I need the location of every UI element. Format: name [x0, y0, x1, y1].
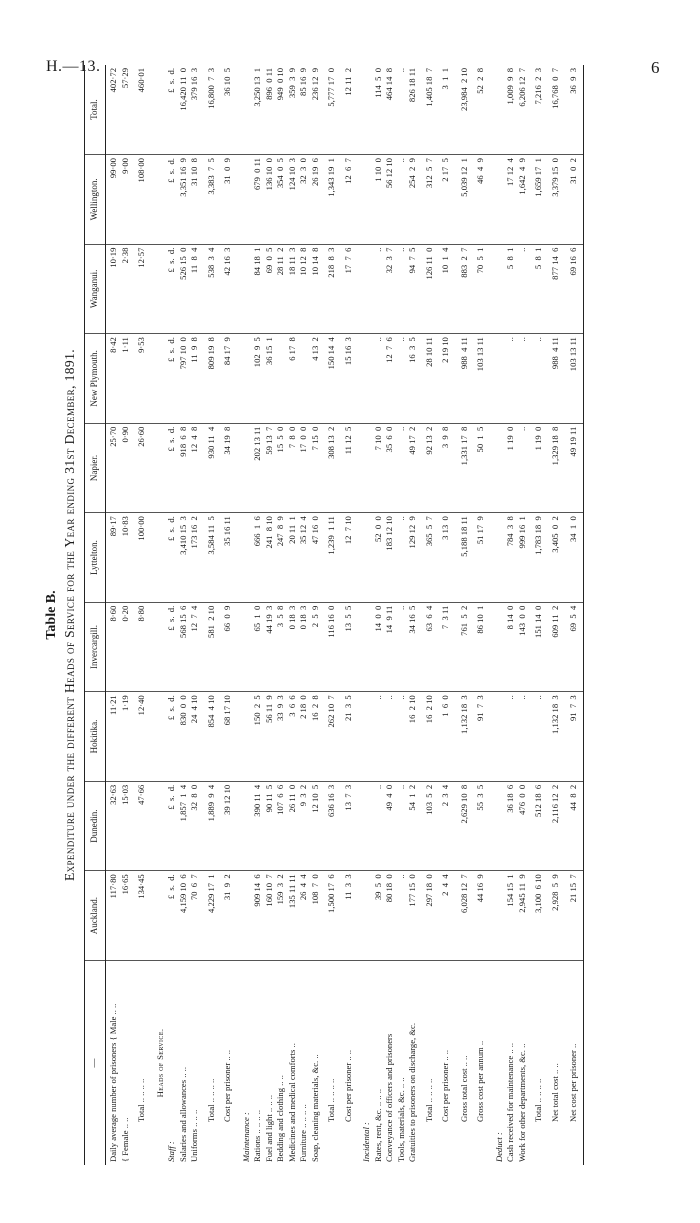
table-row [438, 65, 457, 1165]
value-cell: 52 2 8 [473, 65, 492, 155]
value-cell: 26·60 [134, 423, 153, 513]
value-cell: 390 11 4 90 11 5 107 6 6 26 11 0 9 3 2 12 10 5 [239, 781, 325, 871]
value-cell: 809 19 8 [204, 334, 221, 424]
value-cell: 1,343 19 1 [324, 155, 341, 245]
value-cell: 1,009 9 8 6,206 12 7 [492, 65, 532, 155]
table-row [531, 65, 548, 1165]
row-label-line: Rations .. .. .. .. [252, 1109, 262, 1162]
value-cell: 36 18 6 476 0 0 [492, 781, 532, 871]
table-row [422, 65, 439, 1165]
value-cell: 2 4 4 [438, 871, 457, 961]
value-cell: 8 14 0 143 0 0 [492, 602, 532, 692]
row-label-line: Furniture .. .. .. .. [298, 1104, 308, 1162]
value-cell: 1,500 17 6 [324, 871, 341, 961]
row-label [473, 960, 492, 1165]
value-cell: 134·45 [134, 871, 153, 961]
value-cell: 3,250 13 1 896 0 11 949 0 10 359 3 9 85 16 9 236 12 9 [239, 65, 325, 155]
value-cell: 103 13 11 [566, 334, 583, 424]
value-cell: 1 19 0 .. [492, 423, 532, 513]
value-cell: 1,659 17 1 [531, 155, 548, 245]
value-cell: .. .. [492, 334, 532, 424]
value-cell: .. 12 7 6 .. 16 3 5 [359, 334, 422, 424]
column-header: Invercargill. [85, 602, 106, 692]
value-cell: 5,777 17 0 [324, 65, 341, 155]
column-header: Lyttelton. [85, 513, 106, 603]
value-cell: 99·00 9·00 [106, 155, 135, 245]
row-label [204, 960, 221, 1165]
value-cell: 100·00 [134, 513, 153, 603]
row-label-line: Heads of Service. [154, 1028, 165, 1098]
value-cell: 11 3 3 [341, 871, 360, 961]
value-cell: 154 15 1 2,945 11 9 [492, 871, 532, 961]
value-cell: 47·66 [134, 781, 153, 871]
value-cell: 32·63 15·03 [106, 781, 135, 871]
row-label-line: Uniforms .. .. .. [189, 1109, 199, 1162]
value-cell: £ s. d. 1,857 1 4 32 8 0 [153, 781, 204, 871]
row-label-line: Medicines and medical comforts .. [286, 1043, 297, 1162]
row-label [566, 960, 583, 1165]
value-cell: 14 0 0 14 9 11 .. 34 16 5 [359, 602, 422, 692]
value-cell: 3,584 11 5 [204, 513, 221, 603]
value-cell: 126 11 0 [422, 244, 439, 334]
row-label [359, 960, 422, 1165]
value-cell: 9·53 [134, 334, 153, 424]
table-row [473, 65, 492, 1165]
row-label-line: Fuel and light .. .. .. [263, 1094, 274, 1162]
value-cell: £ s. d. 3,351 16 9 31 10 8 [153, 155, 204, 245]
value-cell: 21 3 5 [341, 692, 360, 782]
value-cell: 15 16 3 [341, 334, 360, 424]
row-label [457, 960, 474, 1165]
value-cell: 39 12 10 [220, 781, 239, 871]
table-row [548, 65, 567, 1165]
row-label-line: Incidental : [361, 1122, 371, 1162]
value-cell: 35 16 11 [220, 513, 239, 603]
value-cell: 666 1 6 241 8 10 247 8 9 20 11 1 35 12 4 47 16 0 [239, 513, 325, 603]
row-label-line: { Female .. .. [119, 1117, 130, 1162]
row-label [153, 960, 204, 1165]
value-cell: 23,984 2 10 [457, 65, 474, 155]
row-label [239, 960, 325, 1165]
value-cell: 66 0 9 [220, 602, 239, 692]
row-label-line: Cost per prisoner .. .. [342, 1049, 353, 1122]
value-cell: 1,889 9 4 [204, 781, 221, 871]
table-body [106, 65, 584, 1165]
row-label-line: Total .. .. .. .. [533, 1078, 543, 1122]
table-subtitle: Expenditure under the different Heads of Service for the Year ending 31st December, 1891. [62, 349, 77, 882]
column-header: Auckland. [85, 871, 106, 961]
value-cell: 103 5 2 [422, 781, 439, 871]
value-cell: 31 0 2 [566, 155, 583, 245]
value-cell: 44 16 9 [473, 871, 492, 961]
value-cell: 10 1 4 [438, 244, 457, 334]
value-cell: 55 3 5 [473, 781, 492, 871]
row-label [324, 960, 341, 1165]
value-cell: 460·01 [134, 65, 153, 155]
value-cell: 11·21 1·19 [106, 692, 135, 782]
value-cell: 609 11 2 [548, 602, 567, 692]
value-cell: 854 4 10 [204, 692, 221, 782]
value-cell: 1,331 17 8 [457, 423, 474, 513]
row-label-line: Salaries and allowances .. .. [177, 1067, 188, 1162]
value-cell: £ s. d. 4,159 10 6 70 6 7 [153, 871, 204, 961]
value-cell: 3 9 8 [438, 423, 457, 513]
row-label-line: Gratuities to prisoners on discharge, &c. [407, 1023, 417, 1162]
value-cell: 3,379 15 0 [548, 155, 567, 245]
value-cell: 65 1 0 44 19 3 3 5 8 0 18 3 0 18 3 2 5 9 [239, 602, 325, 692]
row-label [438, 960, 457, 1165]
value-cell: 3,383 7 5 [204, 155, 221, 245]
value-cell: 1,783 18 9 [531, 513, 548, 603]
value-cell: 218 8 3 [324, 244, 341, 334]
row-label-line: Total .. .. .. .. [136, 1078, 146, 1122]
value-cell: £ s. d. 797 10 0 11 9 8 [153, 334, 204, 424]
value-cell: .. .. [492, 692, 532, 782]
value-cell: 2,928 5 9 [548, 871, 567, 961]
row-label [220, 960, 239, 1165]
value-cell: £ s. d. 830 0 0 24 4 10 [153, 692, 204, 782]
value-cell: 402·72 57·29 [106, 65, 135, 155]
value-cell: 2,116 12 2 [548, 781, 567, 871]
row-label-line: Total .. .. .. .. [423, 1078, 434, 1122]
row-label-line: Rates, rent, &c. .. .. .. [372, 1088, 383, 1162]
value-cell: 4,229 17 1 [204, 871, 221, 961]
value-cell: £ s. d. 526 15 0 11 8 4 [153, 244, 204, 334]
value-cell: 877 14 6 [548, 244, 567, 334]
table-title: Table B. [44, 590, 59, 640]
value-cell: 91 7 3 [473, 692, 492, 782]
value-cell: 1,132 18 3 [548, 692, 567, 782]
table-row [492, 65, 532, 1165]
value-cell: 49 19 11 [566, 423, 583, 513]
value-cell: 16 2 10 [422, 692, 439, 782]
table-row [106, 65, 135, 1165]
expenditure-table [84, 65, 584, 1165]
value-cell: 16,800 7 3 [204, 65, 221, 155]
row-label-line: Conveyance of officers and prisoners [384, 1033, 394, 1162]
row-label-line: Work for other departments, &c. .. [516, 1043, 527, 1162]
value-cell: 7,216 2 3 [531, 65, 548, 155]
row-label-line: Deduct : [493, 1132, 504, 1162]
value-cell: .. 32 3 7 .. 94 7 5 [359, 244, 422, 334]
table-row [153, 65, 204, 1165]
value-cell: 25·70 0·90 [106, 423, 135, 513]
value-cell: 909 14 6 160 10 7 159 3 2 135 11 11 26 4 4 108 7 0 [239, 871, 325, 961]
value-cell: 636 16 3 [324, 781, 341, 871]
value-cell: 1 10 0 56 12 10 .. 254 2 9 [359, 155, 422, 245]
value-cell: 2 17 5 [438, 155, 457, 245]
table-row [359, 65, 422, 1165]
table-row [566, 65, 583, 1165]
value-cell: 12 6 7 [341, 155, 360, 245]
row-label [341, 960, 360, 1165]
value-cell: £ s. d. 568 15 6 12 7 4 [153, 602, 204, 692]
value-cell: 11 12 5 [341, 423, 360, 513]
row-label-line: Net cost per prisoner .. [568, 1043, 578, 1122]
value-cell: 89·17 10·83 [106, 513, 135, 603]
column-header: Total. [85, 65, 106, 155]
row-label [548, 960, 567, 1165]
value-cell: 28 10 11 [422, 334, 439, 424]
value-cell: 103 13 11 [473, 334, 492, 424]
value-cell: 16,768 0 7 [548, 65, 567, 155]
value-cell: 68 17 10 [220, 692, 239, 782]
value-cell: 2 3 4 [438, 781, 457, 871]
value-cell: 365 5 7 [422, 513, 439, 603]
value-cell: 51 17 9 [473, 513, 492, 603]
value-cell: 512 18 6 [531, 781, 548, 871]
row-label-line: Cost per prisoner .. .. [222, 1049, 232, 1122]
value-cell: 3 13 0 [438, 513, 457, 603]
column-header: Wanganui. [85, 244, 106, 334]
value-cell: .. [531, 692, 548, 782]
row-label [531, 960, 548, 1165]
value-cell: 308 13 2 [324, 423, 341, 513]
value-cell: 3,405 0 2 [548, 513, 567, 603]
table-row [324, 65, 341, 1165]
value-cell: 12 7 10 [341, 513, 360, 603]
row-label-line: Gross total cost .. .. [458, 1055, 469, 1122]
value-cell: 1,132 18 3 [457, 692, 474, 782]
value-cell: 930 11 4 [204, 423, 221, 513]
value-cell: 50 1 5 [473, 423, 492, 513]
value-cell: 202 13 11 59 13 7 15 5 0 7 8 0 17 0 0 7 15 0 [239, 423, 325, 513]
value-cell: 36 10 5 [220, 65, 239, 155]
value-cell: 312 5 7 [422, 155, 439, 245]
value-cell: 84 17 9 [220, 334, 239, 424]
value-cell: 784 3 8 999 16 1 [492, 513, 532, 603]
value-cell: 91 7 3 [566, 692, 583, 782]
value-cell: 63 6 4 [422, 602, 439, 692]
value-cell: 150 2 5 56 11 9 33 9 3 3 6 6 2 18 0 16 2 8 [239, 692, 325, 782]
row-label [422, 960, 439, 1165]
value-cell: 761 5 2 [457, 602, 474, 692]
row-label [134, 960, 153, 1165]
value-cell: 297 18 0 [422, 871, 439, 961]
value-cell: 114 5 0 464 14 8 .. 826 18 11 [359, 65, 422, 155]
value-cell: 2,629 10 8 [457, 781, 474, 871]
table-row [457, 65, 474, 1165]
value-cell: 42 16 3 [220, 244, 239, 334]
value-cell: £ s. d. 3,410 15 3 173 16 2 [153, 513, 204, 603]
page-number: 6 [651, 58, 660, 77]
row-label-line: Cost per prisoner .. .. [440, 1049, 450, 1122]
value-cell: 7 10 0 35 6 0 .. 49 17 2 [359, 423, 422, 513]
value-cell: 17 7 6 [341, 244, 360, 334]
value-cell: 116 16 0 [324, 602, 341, 692]
table-row [239, 65, 325, 1165]
value-cell: 102 9 5 36 15 1 6 17 8 4 13 2 [239, 334, 325, 424]
value-cell: 5,188 18 11 [457, 513, 474, 603]
value-cell: £ s. d. 918 6 8 12 4 8 [153, 423, 204, 513]
value-cell: 6,028 12 7 [457, 871, 474, 961]
row-label-line: Tools, materials, &c. .. .. [395, 1077, 406, 1162]
value-cell: 17 12 4 1,642 4 9 [492, 155, 532, 245]
value-cell: 52 0 0 183 12 10 .. 129 12 9 [359, 513, 422, 603]
value-cell: .. .. .. 16 2 10 [359, 692, 422, 782]
value-cell: 8·60 0·20 [106, 602, 135, 692]
value-cell: 1 6 0 [438, 692, 457, 782]
value-cell: 70 5 1 [473, 244, 492, 334]
value-cell: 34 19 8 [220, 423, 239, 513]
value-cell: 151 14 0 [531, 602, 548, 692]
value-cell: 262 10 7 [324, 692, 341, 782]
value-cell: 21 15 7 [566, 871, 583, 961]
value-cell: 679 0 11 136 10 0 354 0 5 124 10 3 32 3 0 26 19 6 [239, 155, 325, 245]
value-cell: 36 9 3 [566, 65, 583, 155]
value-cell: 988 4 11 [548, 334, 567, 424]
value-cell: 69 5 4 [566, 602, 583, 692]
value-cell: 1,239 1 11 [324, 513, 341, 603]
row-label-line: Staff : [166, 1141, 176, 1162]
value-cell: 13 5 5 [341, 602, 360, 692]
row-label-line: Gross cost per annum .. [475, 1040, 485, 1122]
value-cell: 13 7 3 [341, 781, 360, 871]
row-label-line: Bedding and clothing .. .. [275, 1075, 285, 1162]
value-cell: .. [531, 334, 548, 424]
value-cell: 1,405 18 7 [422, 65, 439, 155]
table-row [204, 65, 221, 1165]
value-cell: 883 2 7 [457, 244, 474, 334]
row-label-line: Total .. .. .. .. [205, 1078, 216, 1122]
value-cell: 581 2 10 [204, 602, 221, 692]
value-cell: 5 8 1 .. [492, 244, 532, 334]
table-row [220, 65, 239, 1165]
column-header: Hokitika. [85, 692, 106, 782]
value-cell: 10·19 2·38 [106, 244, 135, 334]
value-cell: 12·57 [134, 244, 153, 334]
value-cell: 108·00 [134, 155, 153, 245]
row-label-line: Maintenance : [240, 1112, 251, 1162]
column-header: Dunedin. [85, 781, 106, 871]
value-cell: 34 1 0 [566, 513, 583, 603]
value-cell: 92 13 2 [422, 423, 439, 513]
value-cell: 3 1 1 [438, 65, 457, 155]
value-cell: 69 16 6 [566, 244, 583, 334]
column-header: New Plymouth. [85, 334, 106, 424]
row-label-line: Soap, cleaning materials, &c. .. [309, 1054, 320, 1162]
row-label [106, 960, 135, 1165]
row-label-line: Net total cost .. .. [549, 1063, 560, 1122]
rotated-table-block [44, 65, 664, 1165]
value-cell: 12 11 2 [341, 65, 360, 155]
value-cell: 46 4 9 [473, 155, 492, 245]
value-cell: 3,100 6 10 [531, 871, 548, 961]
value-cell: £ s. d. 16,420 11 0 379 16 3 [153, 65, 204, 155]
column-header: Napier. [85, 423, 106, 513]
row-label-line: Total .. .. .. .. [326, 1078, 336, 1122]
value-cell: 150 14 4 [324, 334, 341, 424]
value-cell: 2 19 10 [438, 334, 457, 424]
row-label-line: Cash received for maintenance .. .. [505, 1042, 515, 1162]
page-header-code: H.—13. [46, 58, 101, 75]
value-cell: 5 8 1 [531, 244, 548, 334]
value-cell: 5,039 12 1 [457, 155, 474, 245]
value-cell: 86 10 1 [473, 602, 492, 692]
value-cell: 84 18 1 69 0 5 28 11 2 18 11 3 10 12 8 10 14 8 [239, 244, 325, 334]
value-cell: 44 8 2 [566, 781, 583, 871]
value-cell: 117·80 16·65 [106, 871, 135, 961]
value-cell: 538 3 4 [204, 244, 221, 334]
value-cell: 8·80 [134, 602, 153, 692]
value-cell: 8·42 1·11 [106, 334, 135, 424]
value-cell: 39 5 0 80 18 0 .. 177 15 0 [359, 871, 422, 961]
value-cell: 7 3 11 [438, 602, 457, 692]
value-cell: .. 49 4 0 .. 54 1 2 [359, 781, 422, 871]
value-cell: 1 19 0 [531, 423, 548, 513]
column-header: Wellington. [85, 155, 106, 245]
column-header-label: — [85, 960, 106, 1165]
table-row [341, 65, 360, 1165]
value-cell: 1,329 18 8 [548, 423, 567, 513]
row-label-line: Daily average number of prisoners { Male .. .. [108, 1003, 118, 1162]
value-cell: 31 9 2 [220, 871, 239, 961]
row-label [492, 960, 532, 1165]
value-cell: 31 0 9 [220, 155, 239, 245]
table-row [134, 65, 153, 1165]
value-cell: 988 4 11 [457, 334, 474, 424]
value-cell: 12·40 [134, 692, 153, 782]
table-header-row [85, 65, 106, 1165]
